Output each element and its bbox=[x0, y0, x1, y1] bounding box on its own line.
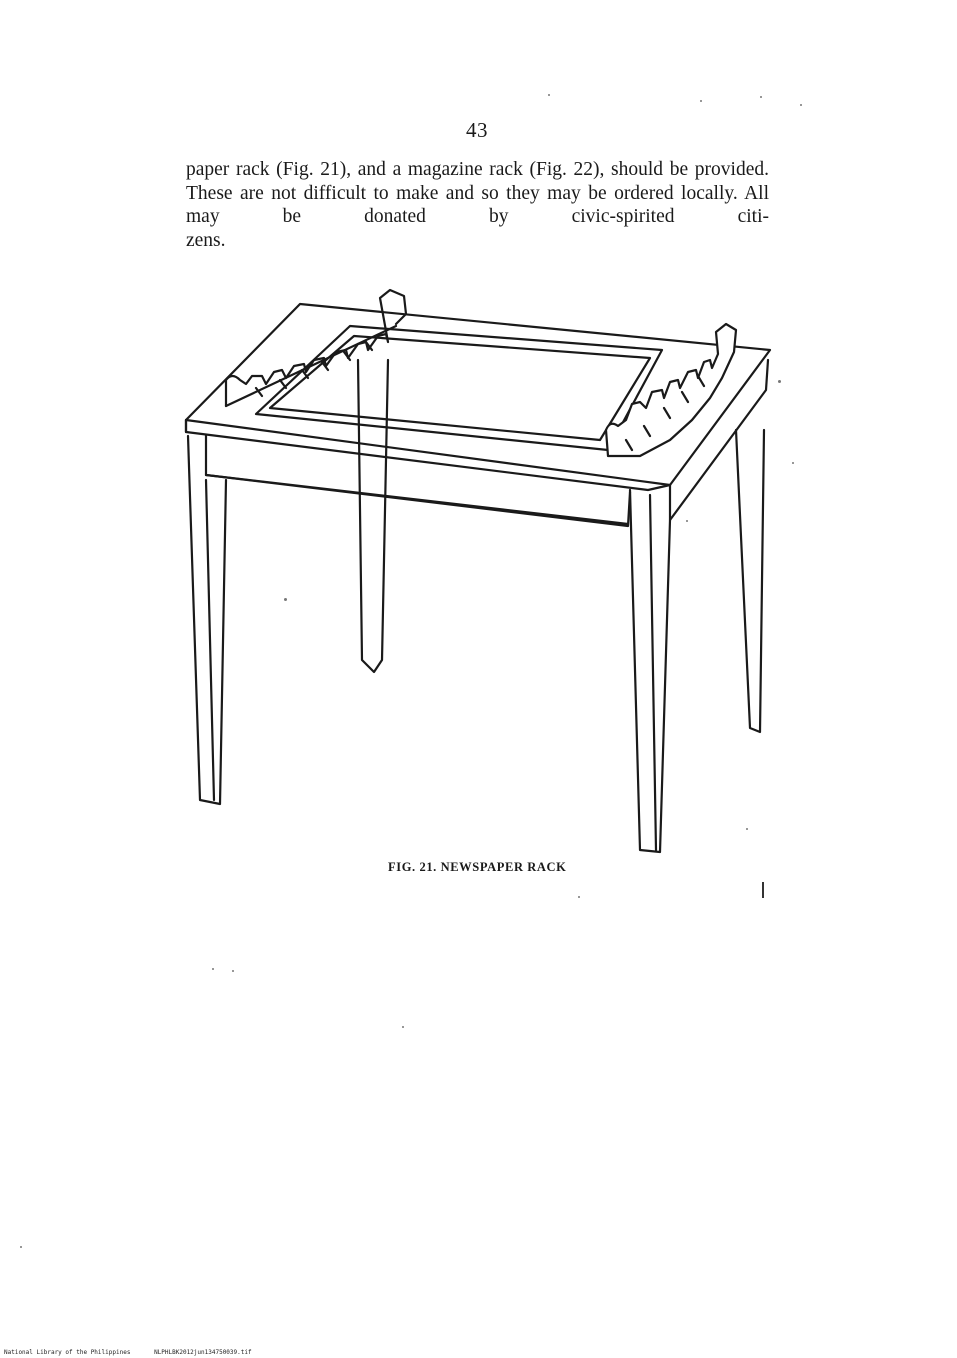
back-right-leg bbox=[736, 430, 764, 732]
scan-speck bbox=[284, 598, 287, 601]
footer-library: National Library of the Philippines bbox=[4, 1349, 131, 1356]
scan-speck bbox=[800, 104, 802, 106]
scan-speck bbox=[792, 462, 794, 464]
scan-speck bbox=[778, 380, 781, 383]
scan-speck bbox=[20, 1246, 22, 1248]
paragraph-line-4: zens. bbox=[186, 229, 226, 251]
scan-footer bbox=[4, 1349, 272, 1356]
scan-speck bbox=[700, 100, 702, 102]
scan-speck bbox=[578, 896, 580, 898]
newspaper-rack-illustration bbox=[170, 280, 790, 870]
scan-speck bbox=[760, 96, 762, 98]
paragraph-line-2: be provided. These are not difficult to make and so they may bbox=[186, 159, 769, 204]
scan-mark bbox=[762, 882, 764, 898]
scan-speck bbox=[402, 1026, 404, 1028]
footer-file-id: NLPHLBK2012jun134750039.tif bbox=[154, 1349, 252, 1356]
scan-speck bbox=[212, 968, 214, 970]
scan-speck bbox=[746, 828, 748, 830]
paragraph-line-3: be ordered locally. All may be donated by civic-spirited citi- bbox=[186, 182, 770, 227]
page-number: 43 bbox=[466, 118, 488, 142]
figure-caption: FIG. 21. NEWSPAPER RACK bbox=[388, 860, 567, 874]
scan-speck bbox=[686, 520, 688, 522]
scan-speck bbox=[232, 970, 234, 972]
scan-speck bbox=[548, 94, 550, 96]
body-paragraph bbox=[186, 158, 769, 252]
paragraph-line-1: paper rack (Fig. 21), and a magazine rack (Fig. 22), should bbox=[186, 159, 664, 180]
